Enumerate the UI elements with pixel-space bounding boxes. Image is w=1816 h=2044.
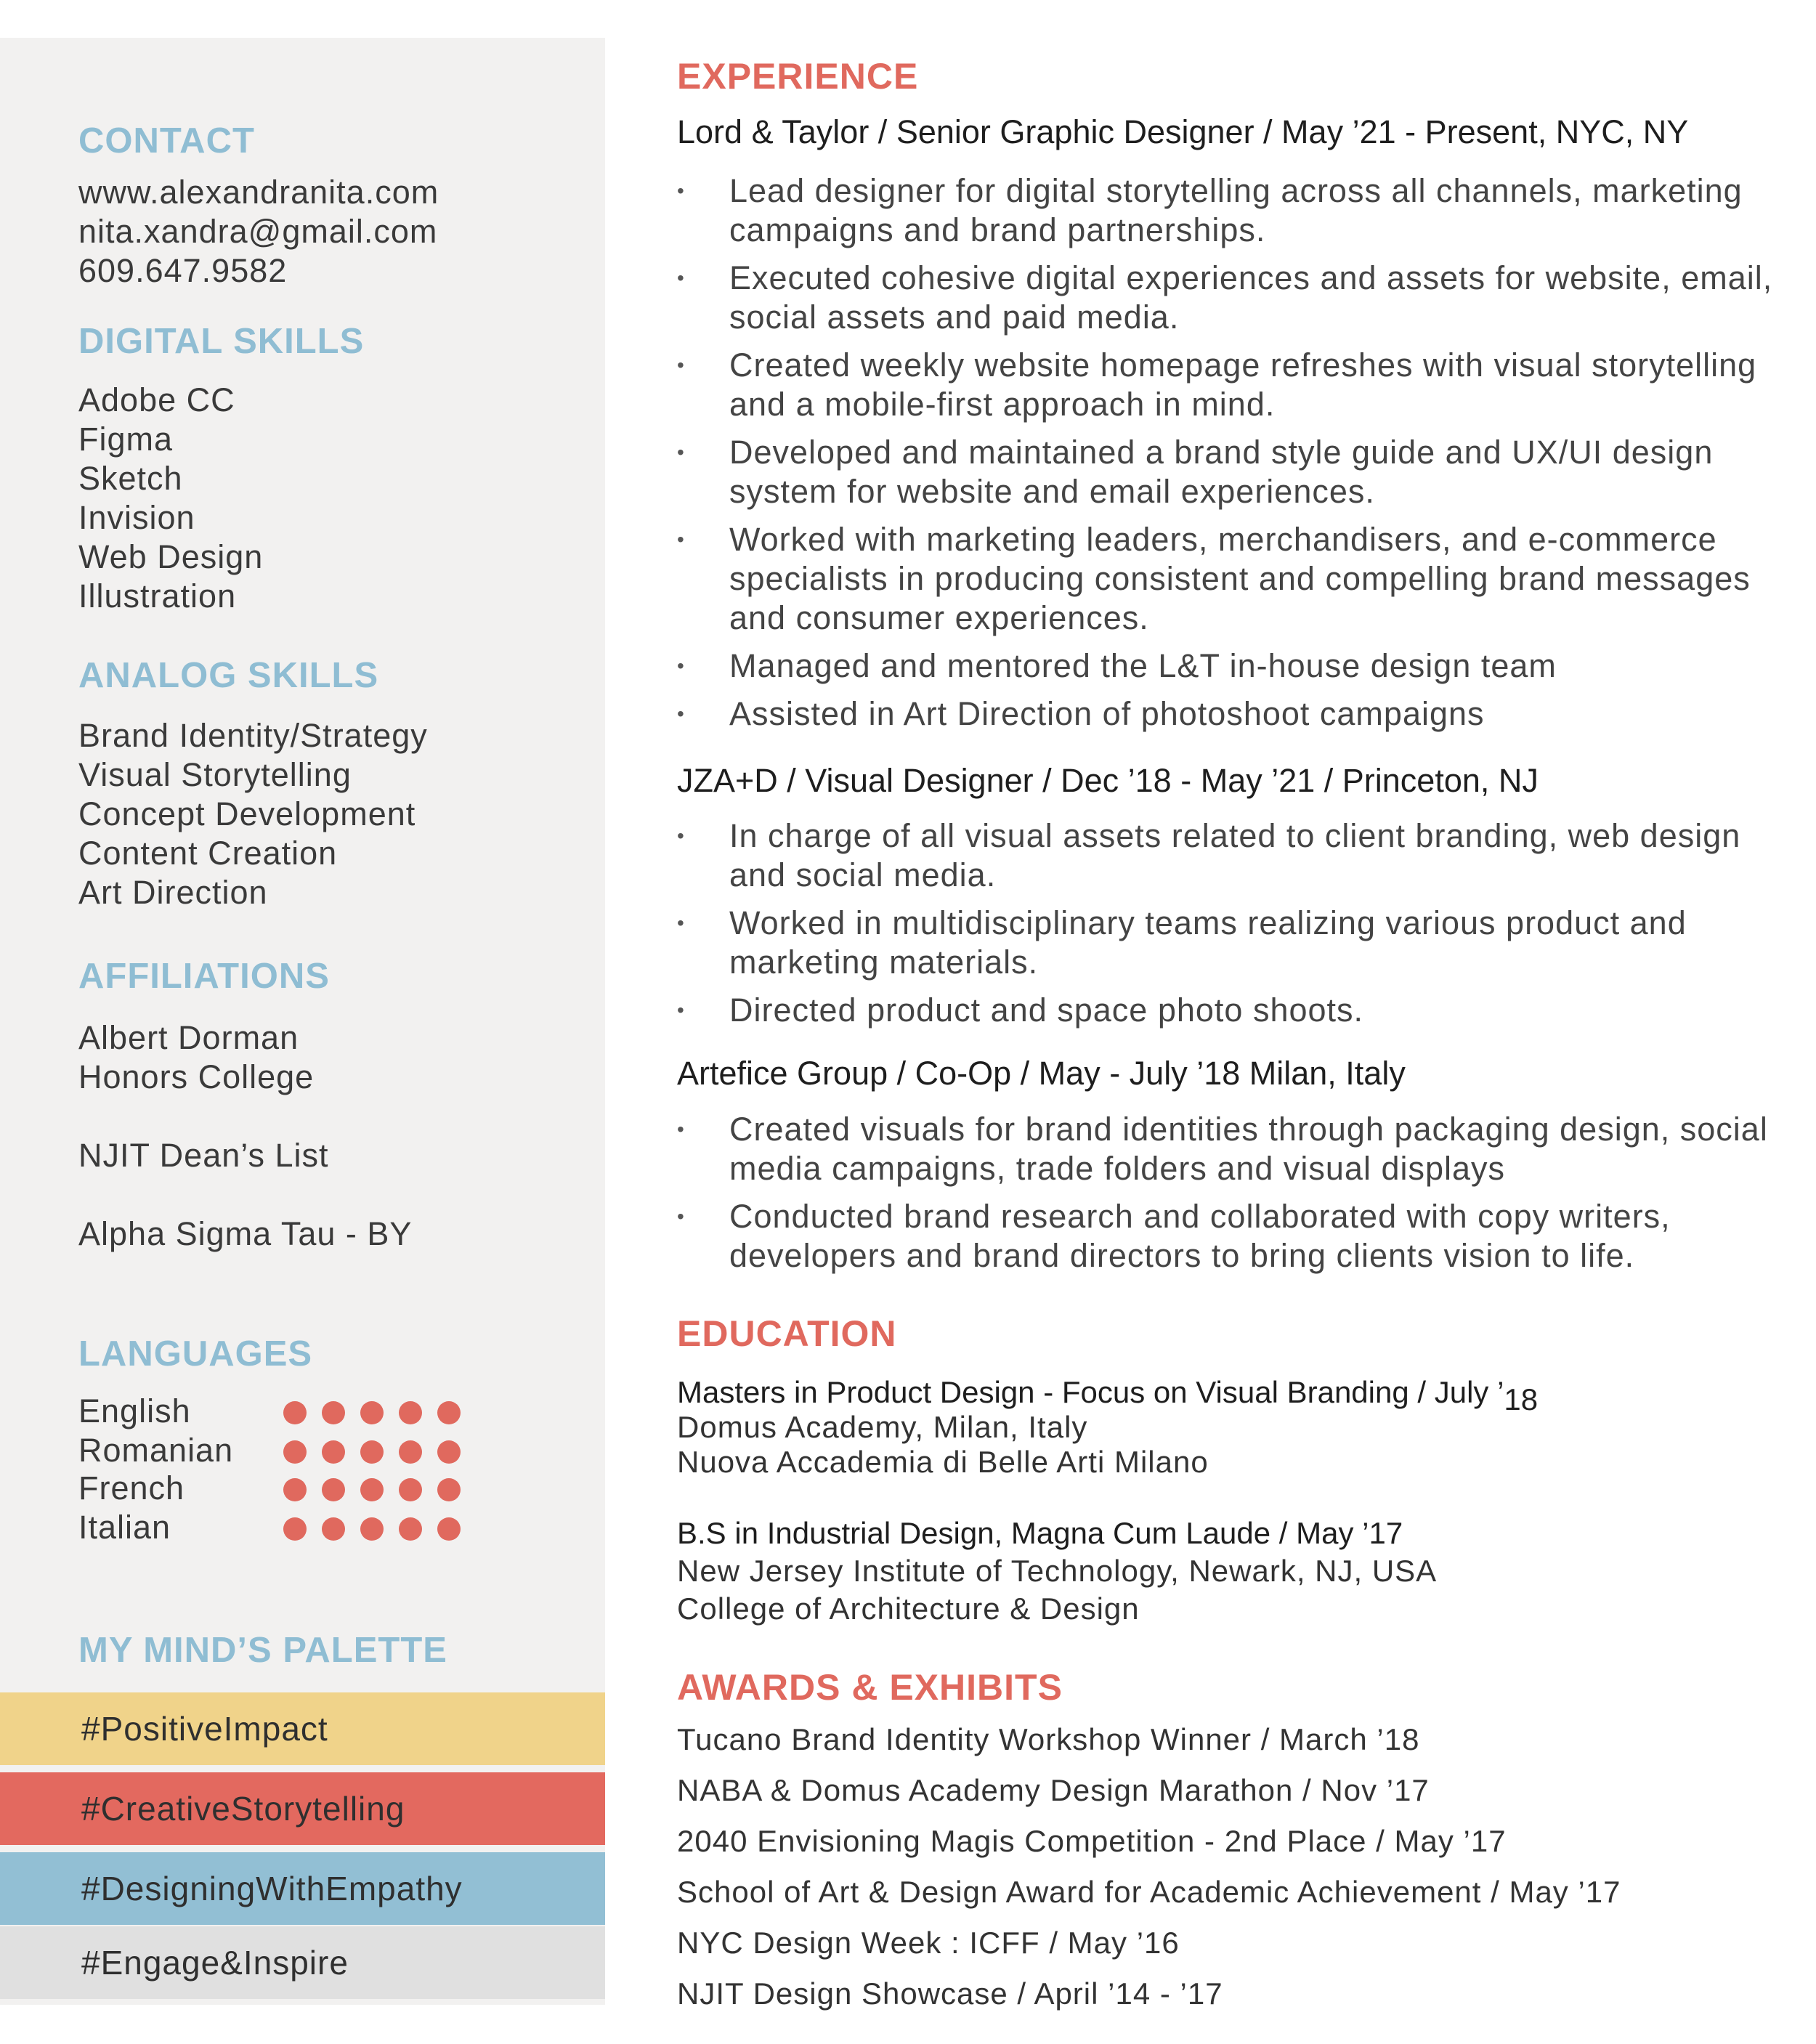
skill-item: Brand Identity/Strategy xyxy=(78,717,428,754)
proficiency-dot-icon xyxy=(360,1440,384,1464)
proficiency-dot-icon xyxy=(437,1517,461,1541)
phone-number[interactable]: 609.647.9582 xyxy=(78,252,288,289)
proficiency-dot-icon xyxy=(437,1478,461,1501)
bullet-item: • Created weekly website homepage refreshes with visual storytelling and a mobile-first approach in mind. xyxy=(677,346,1796,424)
degree-school: New Jersey Institute of Technology, Newark, NJ, USA xyxy=(677,1554,1438,1588)
experience-heading: EXPERIENCE xyxy=(677,56,919,97)
degree-title-text: Masters in Product Design - Focus on Visual Branding / July ’ xyxy=(677,1375,1504,1409)
language-name: Romanian xyxy=(78,1432,234,1469)
proficiency-dot-icon xyxy=(399,1478,422,1501)
bullet-item: • Conducted brand research and collaborated with copy writers, developers and brand directors to bring clients vision to life. xyxy=(677,1197,1796,1276)
bullet-item: • Managed and mentored the L&T in-house design team xyxy=(677,646,1796,686)
proficiency-dots xyxy=(283,1401,476,1424)
skill-item: Sketch xyxy=(78,460,183,497)
bullet-item: • Created visuals for brand identities through packaging design, social media campaigns, trade folders and visual displays xyxy=(677,1110,1796,1188)
bullet-item: • In charge of all visual assets related to client branding, web design and social media. xyxy=(677,816,1796,895)
proficiency-dot-icon xyxy=(322,1478,345,1501)
affiliation-item: NJIT Dean’s List xyxy=(78,1137,329,1174)
award-item: School of Art & Design Award for Academic Achievement / May ’17 xyxy=(677,1875,1621,1909)
job-title: JZA+D / Visual Designer / Dec ’18 - May ’21 / Princeton, NJ xyxy=(677,762,1539,799)
palette-band-positive-impact: #PositiveImpact xyxy=(0,1692,605,1765)
proficiency-dot-icon xyxy=(322,1401,345,1424)
skill-item: Invision xyxy=(78,499,195,536)
proficiency-dot-icon xyxy=(322,1440,345,1464)
proficiency-dot-icon xyxy=(360,1478,384,1501)
job-bullets xyxy=(677,171,1796,742)
bullet-item: • Worked with marketing leaders, merchandisers, and e-commerce specialists in producing consistent and compelling brand messages and consumer experiences. xyxy=(677,520,1796,638)
proficiency-dots xyxy=(283,1478,476,1501)
palette-heading: MY MIND’S PALETTE xyxy=(78,1631,447,1670)
proficiency-dot-icon xyxy=(283,1478,307,1501)
affiliation-item: Alpha Sigma Tau - BY xyxy=(78,1215,413,1252)
contact-heading: CONTACT xyxy=(78,121,255,161)
proficiency-dot-icon xyxy=(283,1440,307,1464)
job-bullets xyxy=(677,1110,1796,1284)
language-name: English xyxy=(78,1392,191,1429)
award-item: NYC Design Week : ICFF / May ’16 xyxy=(677,1926,1180,1960)
award-item: 2040 Envisioning Magis Competition - 2nd Place / May ’17 xyxy=(677,1824,1507,1858)
proficiency-dot-icon xyxy=(283,1517,307,1541)
skill-item: Web Design xyxy=(78,538,264,575)
bullet-item: • Assisted in Art Direction of photoshoot campaigns xyxy=(677,694,1796,734)
website-link[interactable]: www.alexandranita.com xyxy=(78,174,439,211)
proficiency-dot-icon xyxy=(437,1440,461,1464)
proficiency-dot-icon xyxy=(437,1401,461,1424)
affiliations-list xyxy=(78,1018,412,1254)
language-row xyxy=(78,1392,485,1431)
proficiency-dot-icon xyxy=(283,1401,307,1424)
skill-item: Visual Storytelling xyxy=(78,756,352,793)
proficiency-dot-icon xyxy=(399,1517,422,1541)
language-name: French xyxy=(78,1469,185,1506)
degree-school: Nuova Accademia di Belle Arti Milano xyxy=(677,1445,1209,1479)
degree-school: College of Architecture & Design xyxy=(677,1591,1140,1626)
affiliations-heading: AFFILIATIONS xyxy=(78,957,330,996)
proficiency-dots xyxy=(283,1517,476,1541)
digital-skills-list xyxy=(78,381,263,616)
skill-item: Concept Development xyxy=(78,795,416,832)
bullet-item: • Directed product and space photo shoots. xyxy=(677,991,1796,1030)
proficiency-dot-icon xyxy=(360,1401,384,1424)
language-row xyxy=(78,1431,485,1470)
job-bullets xyxy=(677,816,1796,1039)
degree-school: Domus Academy, Milan, Italy xyxy=(677,1410,1088,1444)
palette-band-creative-storytelling: #CreativeStorytelling xyxy=(0,1772,605,1845)
proficiency-dot-icon xyxy=(399,1440,422,1464)
bullet-item: • Lead designer for digital storytelling across all channels, marketing campaigns and brand partnerships. xyxy=(677,171,1796,250)
bullet-item: • Executed cohesive digital experiences and assets for website, email, social assets and paid media. xyxy=(677,259,1796,337)
affiliation-item: Albert Dorman xyxy=(78,1019,299,1056)
analog-skills-list xyxy=(78,716,428,912)
proficiency-dots xyxy=(283,1440,476,1464)
bullet-item: • Worked in multidisciplinary teams realizing various product and marketing materials. xyxy=(677,904,1796,982)
digital-skills-heading: DIGITAL SKILLS xyxy=(78,322,365,361)
bullet-item: • Developed and maintained a brand style guide and UX/UI design system for website and email experiences. xyxy=(677,433,1796,511)
skill-item: Illustration xyxy=(78,577,237,615)
proficiency-dot-icon xyxy=(322,1517,345,1541)
palette-band-engage-inspire: #Engage&Inspire xyxy=(0,1926,605,1999)
skill-item: Art Direction xyxy=(78,874,268,911)
skill-item: Content Creation xyxy=(78,835,338,872)
languages-heading: LANGUAGES xyxy=(78,1334,313,1374)
analog-skills-heading: ANALOG SKILLS xyxy=(78,656,379,695)
proficiency-dot-icon xyxy=(399,1401,422,1424)
proficiency-dot-icon xyxy=(360,1517,384,1541)
awards-heading: AWARDS & EXHIBITS xyxy=(677,1667,1063,1708)
skill-item: Figma xyxy=(78,421,174,458)
awards-list xyxy=(677,1714,1621,2019)
job-title: Lord & Taylor / Senior Graphic Designer / May ’21 - Present, NYC, NY xyxy=(677,113,1689,150)
degree-title-year: 18 xyxy=(1504,1382,1539,1416)
award-item: NABA & Domus Academy Design Marathon / Nov ’17 xyxy=(677,1773,1430,1807)
award-item: NJIT Design Showcase / April ’14 - ’17 xyxy=(677,1976,1223,2011)
email-link[interactable]: nita.xandra@gmail.com xyxy=(78,213,438,250)
job-title: Artefice Group / Co-Op / May - July ’18 Milan, Italy xyxy=(677,1055,1406,1092)
award-item: Tucano Brand Identity Workshop Winner / March ’18 xyxy=(677,1722,1420,1756)
language-row xyxy=(78,1508,485,1547)
degree-title: B.S in Industrial Design, Magna Cum Laude / May ’17 xyxy=(677,1516,1403,1550)
affiliation-item: Honors College xyxy=(78,1058,315,1095)
palette-band-designing-with-empathy: #DesigningWithEmpathy xyxy=(0,1852,605,1925)
education-heading: EDUCATION xyxy=(677,1313,897,1354)
language-row xyxy=(78,1469,485,1508)
language-name: Italian xyxy=(78,1509,171,1546)
skill-item: Adobe CC xyxy=(78,381,235,418)
contact-list xyxy=(78,173,439,291)
